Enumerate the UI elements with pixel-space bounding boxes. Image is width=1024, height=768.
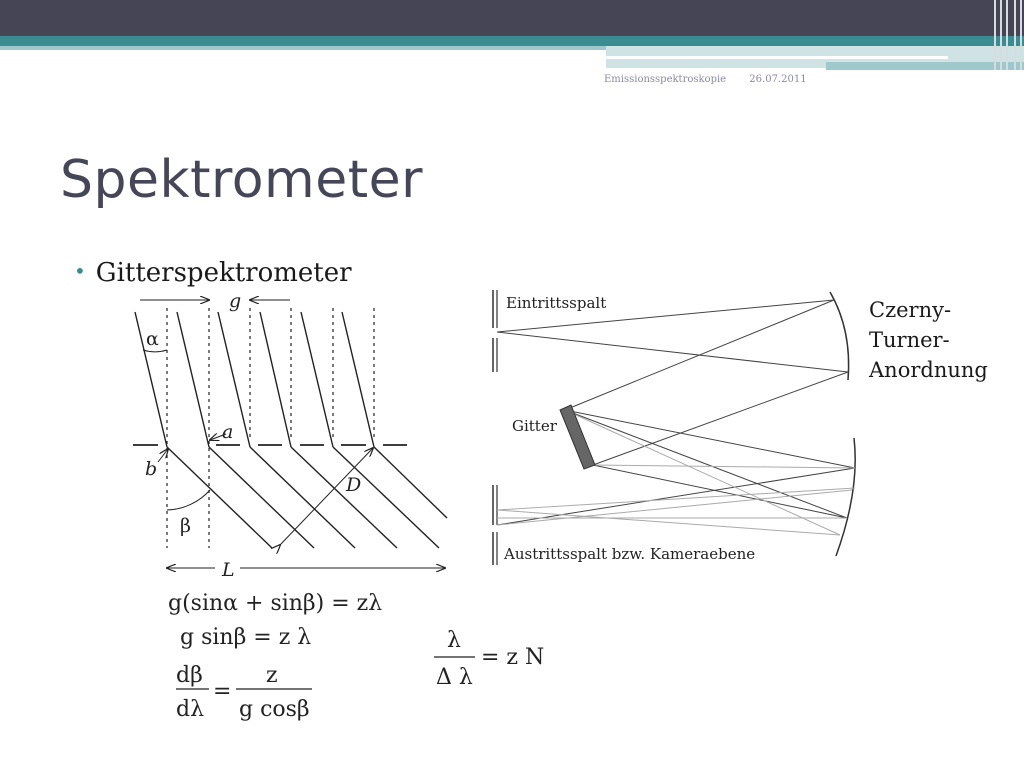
label-exit-slit: Austrittsspalt bzw. Kameraebene: [504, 545, 756, 563]
formula-dispersion-den-right: g cosβ: [239, 697, 310, 722]
formula-dispersion-den-left: dλ: [176, 697, 205, 722]
formula-resolution-den: Δ λ: [436, 665, 473, 690]
formula-grating-equation: g(sinα + sinβ) = zλ: [168, 591, 383, 616]
czerny-label-line2: Turner-: [869, 328, 950, 352]
label-a: a: [222, 421, 234, 443]
header-topic: Emissionsspektroskopie: [604, 74, 727, 85]
beta-arc: [167, 490, 210, 510]
header-date: 26.07.2011: [749, 74, 807, 85]
formula-resolution-rhs: = z N: [481, 645, 545, 670]
label-L: L: [222, 559, 235, 581]
d-arrow: [280, 448, 373, 545]
grating-normals: [167, 308, 374, 548]
incident-rays: [135, 312, 374, 447]
czerny-turner-labels: [503, 294, 755, 563]
bullet-text: Gitterspektrometer: [95, 258, 352, 288]
label-beta: β: [180, 515, 191, 537]
formula-resolution-num: λ: [447, 628, 461, 653]
alpha-arc: [143, 350, 167, 352]
label-g: g: [229, 290, 242, 312]
czerny-label-line3: Anordnung: [869, 358, 988, 382]
label-D: D: [346, 474, 362, 496]
grating-labels: [145, 290, 361, 581]
czerny-label-line1: Czerny-: [869, 298, 952, 322]
formula-dispersion-num-right: z: [266, 663, 278, 688]
formulas: [168, 591, 544, 722]
camera-mirror: [836, 438, 855, 556]
formula-dispersion-num-left: dβ: [176, 663, 203, 688]
label-alpha: α: [146, 328, 159, 350]
label-entrance-slit: Eintrittsspalt: [506, 294, 607, 312]
formula-dispersion-eq: =: [213, 679, 232, 704]
label-b: b: [145, 458, 158, 480]
collimating-mirror: [830, 292, 849, 380]
formula-normal-incidence: g sinβ = z λ: [180, 625, 312, 650]
slide-title: Spektrometer: [60, 150, 423, 210]
bullet-dot: •: [74, 259, 86, 283]
label-grating: Gitter: [512, 417, 557, 435]
